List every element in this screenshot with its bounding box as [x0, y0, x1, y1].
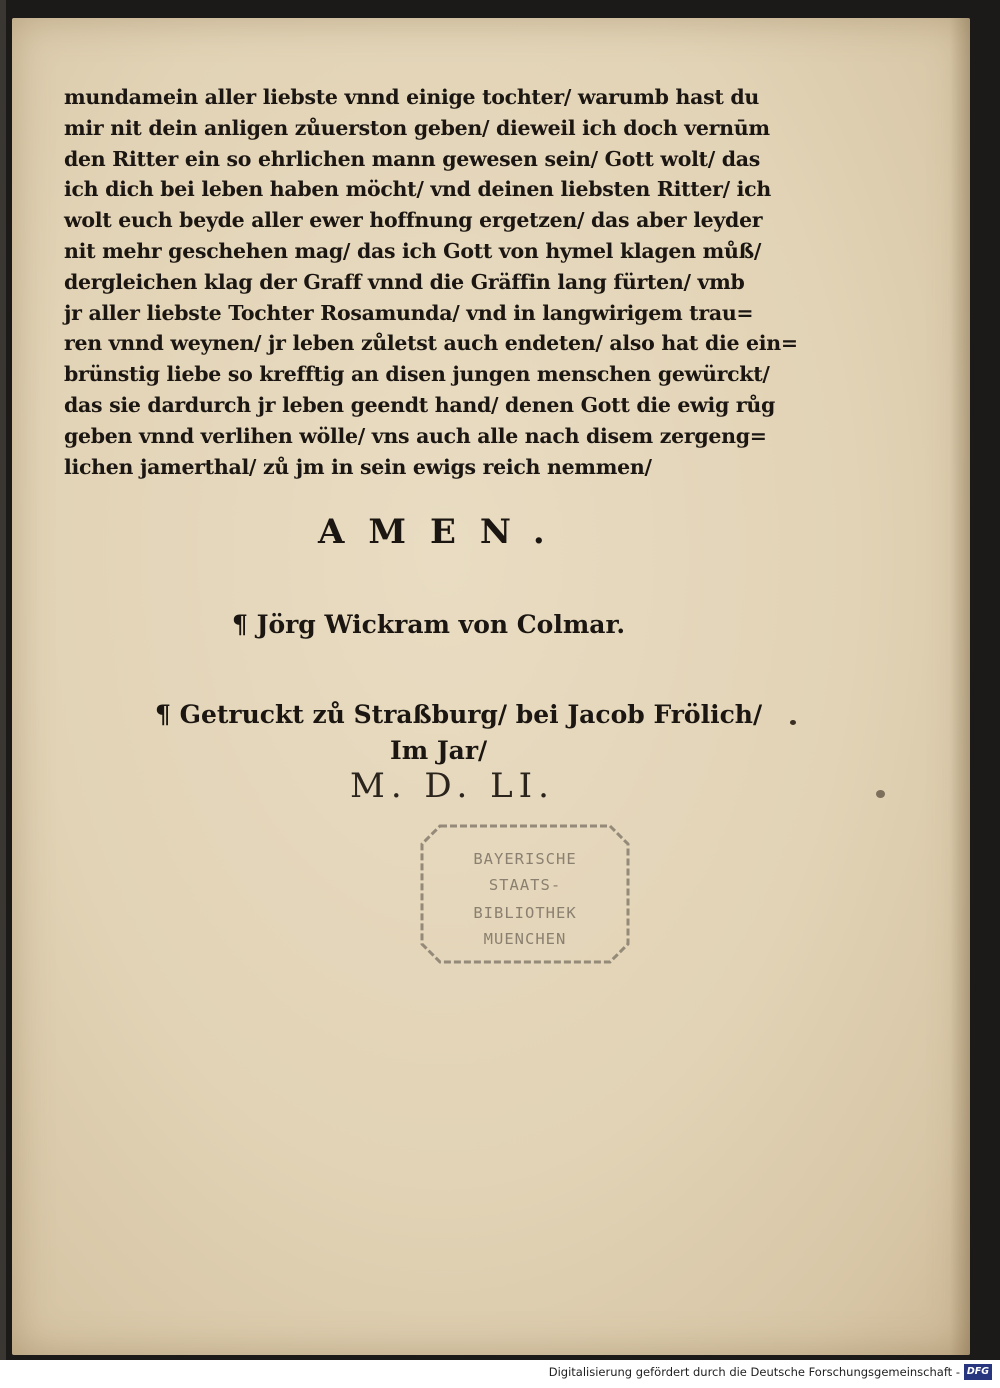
ink-speck	[876, 790, 885, 798]
stamp-line: BIBLIOTHEK	[473, 904, 577, 922]
dfg-logo-icon[interactable]: DFG	[964, 1364, 992, 1380]
library-stamp	[418, 818, 632, 968]
text-line: geben vnnd verlihen wölle/ vns auch alle nach disem zergeng=	[64, 423, 767, 448]
text-line: nit mehr geschehen mag/ das ich Gott von hymel klagen můß/	[64, 238, 762, 263]
colophon-printer: ¶ Getruckt zů Straßburg/ bei Jacob Frölich/	[155, 700, 763, 729]
text-line: ren vnnd weynen/ jr leben zůletst auch endeten/ also hat die ein=	[64, 331, 798, 356]
stamp-line: STAATS-	[488, 876, 562, 894]
footer-credit: Digitalisierung gefördert durch die Deutsche Forschungsgemeinschaft -	[548, 1365, 960, 1379]
text-line: das sie dardurch jr leben geendt hand/ denen Gott die ewig růg	[64, 392, 776, 417]
text-line: wolt euch beyde aller ewer hoffnung ergetzen/ das aber leyder	[64, 208, 763, 233]
text-line: mir nit dein anligen zůuerston geben/ dieweil ich doch vernūm	[64, 115, 770, 140]
stamp-line: MUENCHEN	[483, 930, 567, 948]
text-line: lichen jamerthal/ zů jm in sein ewigs reich nemmen/	[64, 454, 652, 479]
colophon-year: M. D. LI.	[350, 766, 555, 806]
text-line: jr aller liebste Tochter Rosamunda/ vnd in langwirigem trau=	[64, 300, 754, 325]
ink-speck	[790, 720, 796, 725]
text-line: den Ritter ein so ehrlichen mann gewesen sein/ Gott wolt/ das	[64, 146, 761, 171]
text-line: dergleichen klag der Graff vnnd die Gräffin lang fürten/ vmb	[64, 269, 745, 294]
scan-board-edge	[0, 0, 6, 1360]
page-edge-shadow	[950, 18, 970, 1355]
text-line: mundamein aller liebste vnnd einige tochter/ warumb hast du	[64, 85, 760, 109]
text-line: brünstig liebe so krefftig an disen jungen menschen gewürckt/	[64, 362, 770, 387]
author-line: ¶ Jörg Wickram von Colmar.	[232, 610, 626, 639]
footer-bar	[0, 1360, 1000, 1388]
body-text	[64, 82, 834, 482]
colophon-year-label: Im Jar/	[390, 736, 488, 765]
text-line: ich dich bei leben haben möcht/ vnd deinen liebsten Ritter/ ich	[64, 177, 771, 202]
stamp-line: BAYERISCHE	[473, 850, 577, 868]
amen-closing: AMEN.	[318, 512, 569, 552]
